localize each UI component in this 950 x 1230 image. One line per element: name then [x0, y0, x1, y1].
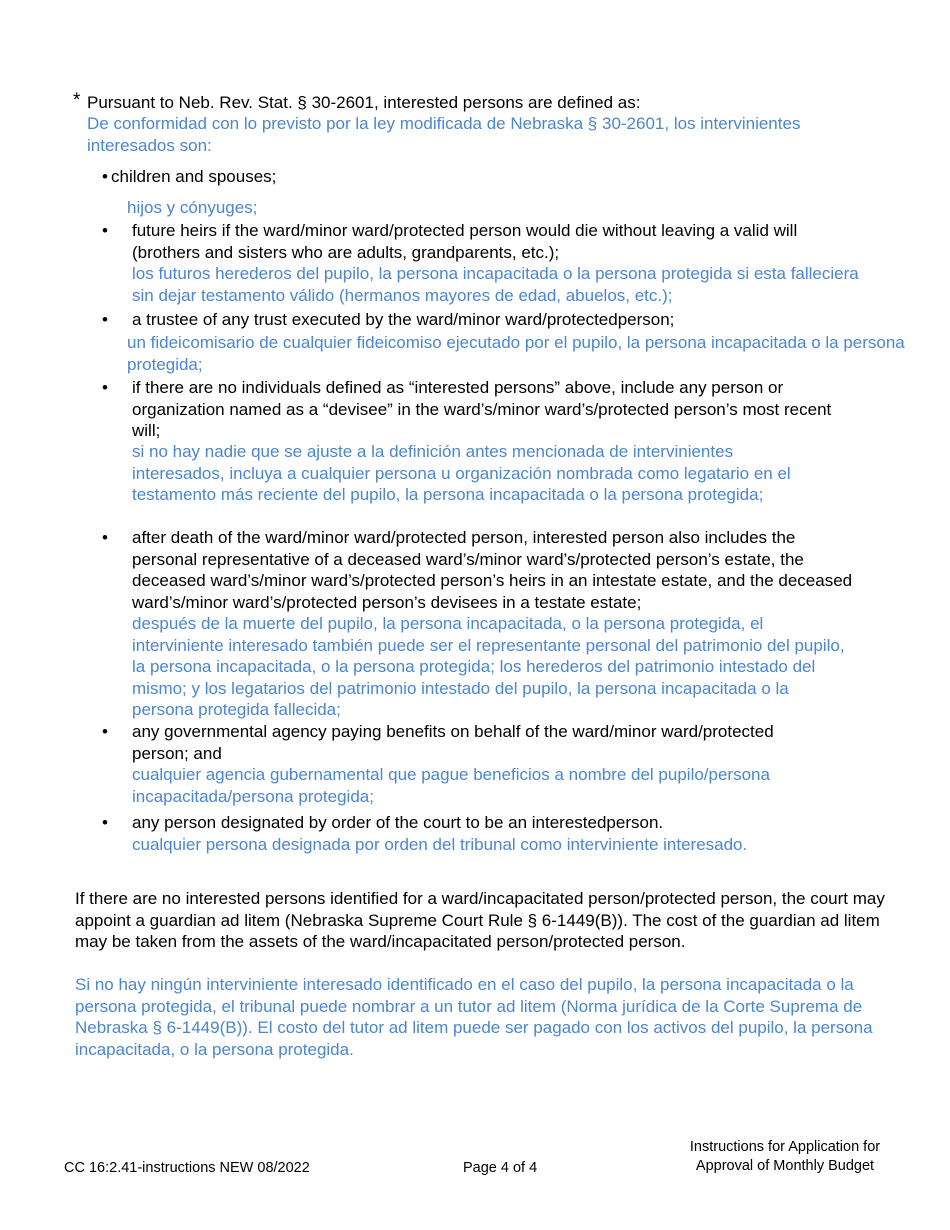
footer-page-number: Page 4 of 4 [463, 1160, 538, 1176]
bullet-glyph: • [102, 528, 108, 547]
footer-title-line-2: Approval of Monthly Budget [695, 1158, 875, 1174]
intro-english: Pursuant to Neb. Rev. Stat. § 30-2601, interested persons are defined as: [87, 93, 641, 112]
closing-english: If there are no interested persons identified for a ward/incapacitated person/protected person, the court may appoint a guardian ad litem (Nebraska Supreme Court Rule § 6-1449(B)). The cost of the guardian ad litem may be taken from the assets of the ward/incapacitated person/protected person. [75, 889, 885, 951]
bullet-5-english: after death of the ward/minor ward/protected person, interested person also includes the personal representative of a deceased ward’s/minor ward’s/protected person’s estate, the deceased ward’s/minor ward’s/protected person’s heirs in an intestate estate, and the deceased ward’s/minor ward’s/protected person’s devisees in a testate estate; [132, 528, 853, 612]
bullet-3-english: a trustee of any trust executed by the ward/minor ward/protectedperson; [132, 310, 675, 329]
bullet-glyph: • [102, 378, 108, 397]
bullet-4-english: if there are no individuals defined as “interested persons” above, include any person or organization named as a “devisee” in the ward’s/minor ward’s/protected person’s most recent will; [132, 378, 832, 440]
bullet-1-spanish: hijos y cónyuges; [127, 198, 258, 217]
bullet-6-english: any governmental agency paying benefits on behalf of the ward/minor ward/protected person; and [132, 722, 774, 763]
footer-document-title [660, 1138, 910, 1176]
bullet-7-spanish: cualquier persona designada por orden del tribunal como interviniente interesado. [132, 835, 748, 854]
footer-form-code: CC 16:2.41-instructions NEW 08/2022 [64, 1160, 310, 1176]
footnote-asterisk: * [73, 90, 81, 111]
bullet-glyph: • [102, 722, 108, 741]
footer-title-line-1: Instructions for Application for [689, 1139, 881, 1155]
bullet-glyph: • [102, 221, 108, 240]
closing-spanish: Si no hay ningún interviniente interesado identificado en el caso del pupilo, la persona incapacitada o la persona protegida, el tribunal puede nombrar a un tutor ad litem (Norma jurídica de la Corte Suprema de Nebraska § 6-1449(B)). El costo del tutor ad litem puede ser pagado con los activos del pupilo, la persona incapacitada, o la persona protegida. [75, 975, 873, 1059]
bullet-glyph: • [102, 310, 108, 329]
bullet-glyph: • [102, 167, 108, 186]
bullet-5-spanish: después de la muerte del pupilo, la persona incapacitada, o la persona protegida, el interviniente interesado también puede ser el representante personal del patrimonio del pupilo, la persona incapacitada, o la persona protegida; los herederos del patrimonio intestado del mismo; y los legatarios del patrimonio intestado del pupilo, la persona incapacitada o la persona protegida fallecida; [132, 614, 845, 719]
bullet-1-english: children and spouses; [111, 167, 277, 186]
intro-spanish: De conformidad con lo previsto por la ley modificada de Nebraska § 30-2601, los intervinientes interesados son: [87, 114, 801, 155]
bullet-6-spanish: cualquier agencia gubernamental que pague beneficios a nombre del pupilo/persona incapacitada/persona protegida; [132, 765, 770, 806]
bullet-4-spanish: si no hay nadie que se ajuste a la definición antes mencionada de intervinientes interesados, incluya a cualquier persona u organización nombrada como legatario en el testamento más reciente del pupilo, la persona incapacitada o la persona protegida; [132, 442, 791, 504]
bullet-2-english: future heirs if the ward/minor ward/protected person would die without leaving a valid will (brothers and sisters who are adults, grandparents, etc.); [132, 221, 798, 262]
bullet-glyph: • [102, 813, 108, 832]
bullet-2-spanish: los futuros herederos del pupilo, la persona incapacitada o la persona protegida si esta falleciera sin dejar testamento válido (hermanos mayores de edad, abuelos, etc.); [132, 264, 859, 305]
bullet-3-spanish: un fideicomisario de cualquier fideicomiso ejecutado por el pupilo, la persona incapacitada o la persona protegida; [127, 333, 905, 374]
bullet-7-english: any person designated by order of the court to be an interestedperson. [132, 813, 664, 832]
